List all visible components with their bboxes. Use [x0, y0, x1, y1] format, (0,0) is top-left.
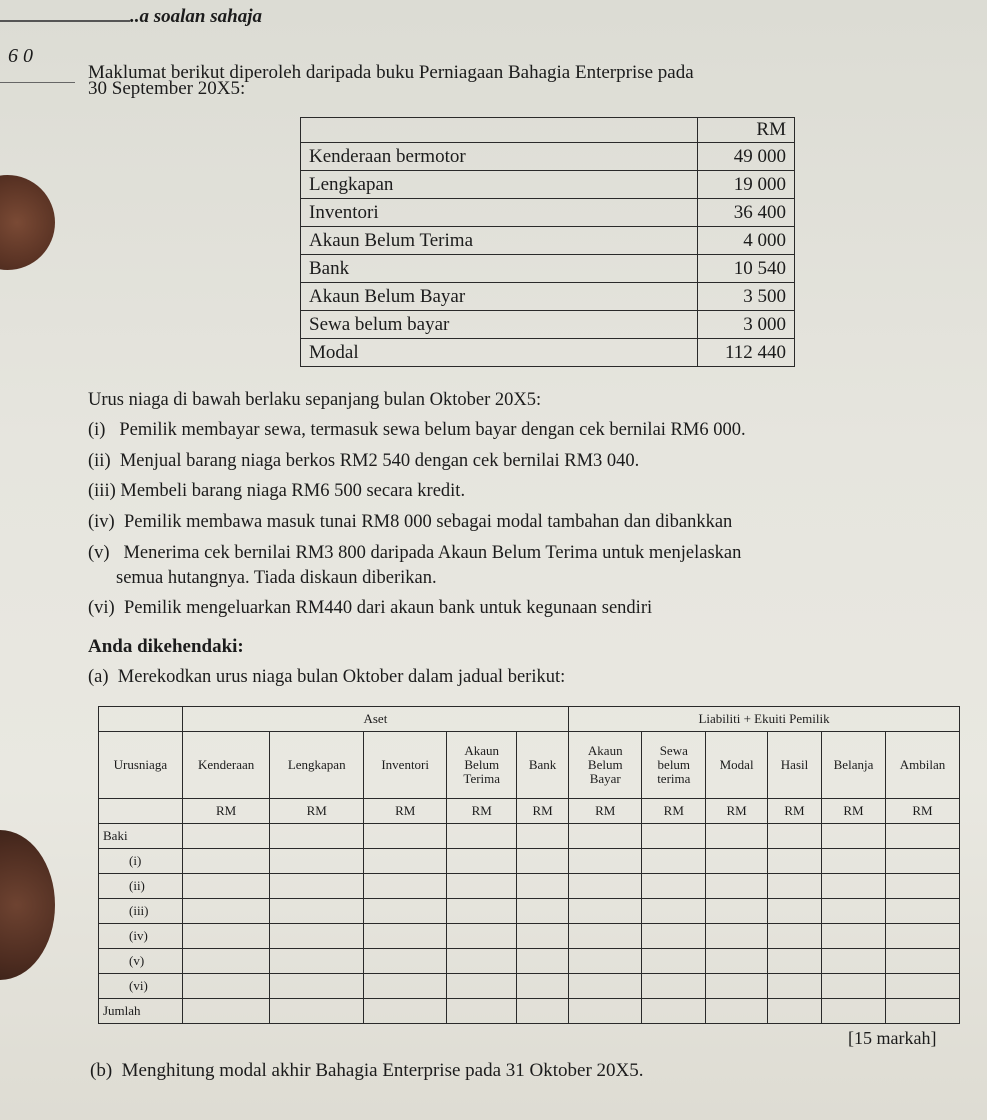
- col-urusniaga: Urusniaga: [99, 732, 183, 799]
- unit-label: RM: [886, 799, 960, 824]
- journal-row: [99, 974, 960, 999]
- journal-cell[interactable]: [768, 974, 822, 999]
- margin-line: [0, 20, 130, 22]
- journal-cell[interactable]: [182, 874, 270, 899]
- journal-cell[interactable]: [821, 824, 885, 849]
- journal-cell[interactable]: [569, 874, 642, 899]
- unit-label: RM: [447, 799, 517, 824]
- journal-cell[interactable]: [642, 999, 706, 1024]
- journal-row-label: Baki: [99, 824, 183, 849]
- journal-cell[interactable]: [706, 874, 768, 899]
- col-inventori: Inventori: [363, 732, 446, 799]
- journal-cell[interactable]: [642, 874, 706, 899]
- balance-amount: 19 000: [698, 171, 795, 199]
- journal-cell[interactable]: [768, 924, 822, 949]
- journal-cell[interactable]: [706, 999, 768, 1024]
- balance-item: Inventori: [301, 199, 698, 227]
- journal-row-label: (iv): [99, 924, 183, 949]
- col-akaun-belum-terima: Akaun Belum Terima: [447, 732, 517, 799]
- journal-cell[interactable]: [768, 899, 822, 924]
- journal-cell[interactable]: [886, 849, 960, 874]
- journal-row-label: (i): [99, 849, 183, 874]
- journal-cell[interactable]: [182, 999, 270, 1024]
- journal-row-label: (v): [99, 949, 183, 974]
- journal-cell[interactable]: [886, 924, 960, 949]
- journal-row-label: (ii): [99, 874, 183, 899]
- col-sewa-belum-terima: Sewa belum terima: [642, 732, 706, 799]
- balance-item: Akaun Belum Terima: [301, 227, 698, 255]
- journal-cell[interactable]: [447, 924, 517, 949]
- journal-row: [99, 949, 960, 974]
- journal-cell[interactable]: [886, 974, 960, 999]
- required-heading: Anda dikehendaki:: [88, 636, 244, 657]
- journal-cell[interactable]: [363, 949, 446, 974]
- journal-row-label: (vi): [99, 974, 183, 999]
- question-number: 6 0: [8, 45, 33, 67]
- journal-cell[interactable]: [569, 974, 642, 999]
- journal-row: [99, 899, 960, 924]
- table-row: [301, 143, 795, 171]
- part-b-text: (b) Menghitung modal akhir Bahagia Enterprise pada 31 Oktober 20X5.: [90, 1060, 644, 1081]
- journal-cell[interactable]: [363, 999, 446, 1024]
- balance-item: Bank: [301, 255, 698, 283]
- journal-cell[interactable]: [270, 999, 363, 1024]
- col-kenderaan: Kenderaan: [182, 732, 270, 799]
- finger-shadow-top: [0, 175, 55, 270]
- journal-cell[interactable]: [821, 899, 885, 924]
- journal-row: [99, 824, 960, 849]
- col-bank: Bank: [517, 732, 569, 799]
- journal-row: [99, 849, 960, 874]
- journal-cell[interactable]: [768, 999, 822, 1024]
- journal-cell[interactable]: [447, 874, 517, 899]
- transactions-intro: Urus niaga di bawah berlaku sepanjang bulan Oktober 20X5:: [88, 390, 542, 410]
- unit-label: RM: [270, 799, 363, 824]
- col-ambilan: Ambilan: [886, 732, 960, 799]
- journal-cell[interactable]: [517, 874, 569, 899]
- transaction-iv: (iv) Pemilik membawa masuk tunai RM8 000 sebagai modal tambahan dan dibankkan: [88, 512, 733, 532]
- part-a-text: (a) Merekodkan urus niaga bulan Oktober dalam jadual berikut:: [88, 667, 566, 687]
- table-row: [301, 283, 795, 311]
- unit-blank: [99, 799, 183, 824]
- journal-cell[interactable]: [821, 999, 885, 1024]
- journal-group-row: [99, 707, 960, 732]
- journal-cell[interactable]: [363, 974, 446, 999]
- journal-cell[interactable]: [821, 874, 885, 899]
- journal-cell[interactable]: [517, 899, 569, 924]
- finger-shadow-bottom: [0, 830, 55, 980]
- balances-table: [300, 117, 795, 367]
- balances-header-item: [301, 118, 698, 143]
- journal-cell[interactable]: [569, 899, 642, 924]
- journal-cell[interactable]: [706, 899, 768, 924]
- journal-cell[interactable]: [821, 974, 885, 999]
- marks-label: [15 markah]: [848, 1028, 937, 1048]
- unit-label: RM: [517, 799, 569, 824]
- journal-cell[interactable]: [270, 824, 363, 849]
- balance-amount: 3 000: [698, 311, 795, 339]
- balance-item: Akaun Belum Bayar: [301, 283, 698, 311]
- journal-cell[interactable]: [886, 999, 960, 1024]
- unit-label: RM: [642, 799, 706, 824]
- journal-cell[interactable]: [886, 899, 960, 924]
- unit-label: RM: [821, 799, 885, 824]
- journal-cell[interactable]: [363, 824, 446, 849]
- journal-cell[interactable]: [821, 849, 885, 874]
- journal-cell[interactable]: [182, 899, 270, 924]
- unit-label: RM: [569, 799, 642, 824]
- balance-item: Sewa belum bayar: [301, 311, 698, 339]
- journal-cell[interactable]: [517, 849, 569, 874]
- journal-cell[interactable]: [642, 824, 706, 849]
- journal-cell[interactable]: [182, 824, 270, 849]
- journal-cell[interactable]: [768, 874, 822, 899]
- journal-cell[interactable]: [706, 849, 768, 874]
- balance-item: Modal: [301, 339, 698, 367]
- unit-label: RM: [363, 799, 446, 824]
- table-row: [301, 171, 795, 199]
- journal-table: [98, 706, 960, 1024]
- unit-label: RM: [182, 799, 270, 824]
- journal-unit-row: [99, 799, 960, 824]
- journal-cell[interactable]: [270, 874, 363, 899]
- journal-cell[interactable]: [363, 899, 446, 924]
- journal-cell[interactable]: [642, 924, 706, 949]
- journal-cell[interactable]: [886, 874, 960, 899]
- table-row: [301, 255, 795, 283]
- journal-row: [99, 874, 960, 899]
- transaction-v: (v) Menerima cek bernilai RM3 800 daripada Akaun Belum Terima untuk menjelaskan: [88, 543, 742, 563]
- journal-cell[interactable]: [642, 949, 706, 974]
- journal-cell[interactable]: [706, 824, 768, 849]
- journal-cell[interactable]: [182, 949, 270, 974]
- journal-cell[interactable]: [821, 949, 885, 974]
- journal-cell[interactable]: [569, 824, 642, 849]
- transaction-ii: (ii) Menjual barang niaga berkos RM2 540 dengan cek bernilai RM3 040.: [88, 451, 640, 471]
- balance-amount: 49 000: [698, 143, 795, 171]
- col-hasil: Hasil: [768, 732, 822, 799]
- transaction-iii: (iii) Membeli barang niaga RM6 500 secara kredit.: [88, 481, 466, 501]
- balance-amount: 4 000: [698, 227, 795, 255]
- group-liabiliti: Liabiliti + Ekuiti Pemilik: [569, 707, 960, 732]
- journal-cell[interactable]: [517, 924, 569, 949]
- journal-row-label: Jumlah: [99, 999, 183, 1024]
- balance-amount: 36 400: [698, 199, 795, 227]
- journal-cell[interactable]: [821, 924, 885, 949]
- page-header: ..a soalan sahaja: [130, 6, 262, 27]
- journal-row-label: (iii): [99, 899, 183, 924]
- balance-amount: 3 500: [698, 283, 795, 311]
- table-row: [301, 227, 795, 255]
- table-row: [301, 339, 795, 367]
- balance-amount: 112 440: [698, 339, 795, 367]
- journal-cell[interactable]: [642, 849, 706, 874]
- unit-label: RM: [706, 799, 768, 824]
- transaction-i: (i) Pemilik membayar sewa, termasuk sewa belum bayar dengan cek bernilai RM6 000.: [88, 420, 746, 440]
- journal-cell[interactable]: [270, 924, 363, 949]
- balance-item: Lengkapan: [301, 171, 698, 199]
- journal-cell[interactable]: [270, 899, 363, 924]
- transaction-v-cont: semua hutangnya. Tiada diskaun diberikan.: [116, 568, 437, 588]
- col-belanja: Belanja: [821, 732, 885, 799]
- journal-cell[interactable]: [768, 949, 822, 974]
- journal-cell[interactable]: [270, 949, 363, 974]
- col-lengkapan: Lengkapan: [270, 732, 363, 799]
- journal-cell[interactable]: [363, 874, 446, 899]
- table-row: [301, 199, 795, 227]
- journal-cell[interactable]: [447, 999, 517, 1024]
- journal-cell[interactable]: [182, 849, 270, 874]
- journal-cell[interactable]: [182, 924, 270, 949]
- journal-cell[interactable]: [270, 849, 363, 874]
- journal-cell[interactable]: [447, 824, 517, 849]
- journal-cell[interactable]: [768, 824, 822, 849]
- journal-cell[interactable]: [569, 924, 642, 949]
- journal-body: [99, 824, 960, 1024]
- journal-cell[interactable]: [517, 949, 569, 974]
- journal-cell[interactable]: [569, 949, 642, 974]
- group-blank: [99, 707, 183, 732]
- journal-cell[interactable]: [182, 974, 270, 999]
- journal-cell[interactable]: [569, 849, 642, 874]
- journal-cell[interactable]: [642, 974, 706, 999]
- group-aset: Aset: [182, 707, 568, 732]
- journal-cell[interactable]: [706, 949, 768, 974]
- col-modal: Modal: [706, 732, 768, 799]
- journal-cell[interactable]: [517, 999, 569, 1024]
- journal-row: [99, 999, 960, 1024]
- journal-cell[interactable]: [706, 974, 768, 999]
- balance-amount: 10 540: [698, 255, 795, 283]
- unit-label: RM: [768, 799, 822, 824]
- col-akaun-belum-bayar: Akaun Belum Bayar: [569, 732, 642, 799]
- intro-line-1: Maklumat berikut diperoleh daripada buku Perniagaan Bahagia Enterprise pada: [88, 62, 694, 83]
- journal-cell[interactable]: [447, 899, 517, 924]
- table-row: [301, 311, 795, 339]
- journal-cell[interactable]: [706, 924, 768, 949]
- journal-cell[interactable]: [270, 974, 363, 999]
- journal-cell[interactable]: [886, 949, 960, 974]
- journal-cell[interactable]: [447, 974, 517, 999]
- transaction-vi: (vi) Pemilik mengeluarkan RM440 dari akaun bank untuk kegunaan sendiri: [88, 598, 653, 618]
- journal-cell[interactable]: [768, 849, 822, 874]
- journal-cell[interactable]: [642, 899, 706, 924]
- journal-cell[interactable]: [363, 924, 446, 949]
- journal-cell[interactable]: [517, 974, 569, 999]
- margin-line-2: [0, 82, 75, 83]
- journal-cell[interactable]: [363, 849, 446, 874]
- journal-cell[interactable]: [569, 999, 642, 1024]
- balances-currency: RM: [698, 118, 795, 143]
- intro-line-2: 30 September 20X5:: [88, 78, 246, 99]
- journal-cell[interactable]: [517, 824, 569, 849]
- journal-cell[interactable]: [886, 824, 960, 849]
- journal-row: [99, 924, 960, 949]
- journal-cell[interactable]: [447, 849, 517, 874]
- journal-cell[interactable]: [447, 949, 517, 974]
- journal-column-header-row: [99, 732, 960, 799]
- balance-item: Kenderaan bermotor: [301, 143, 698, 171]
